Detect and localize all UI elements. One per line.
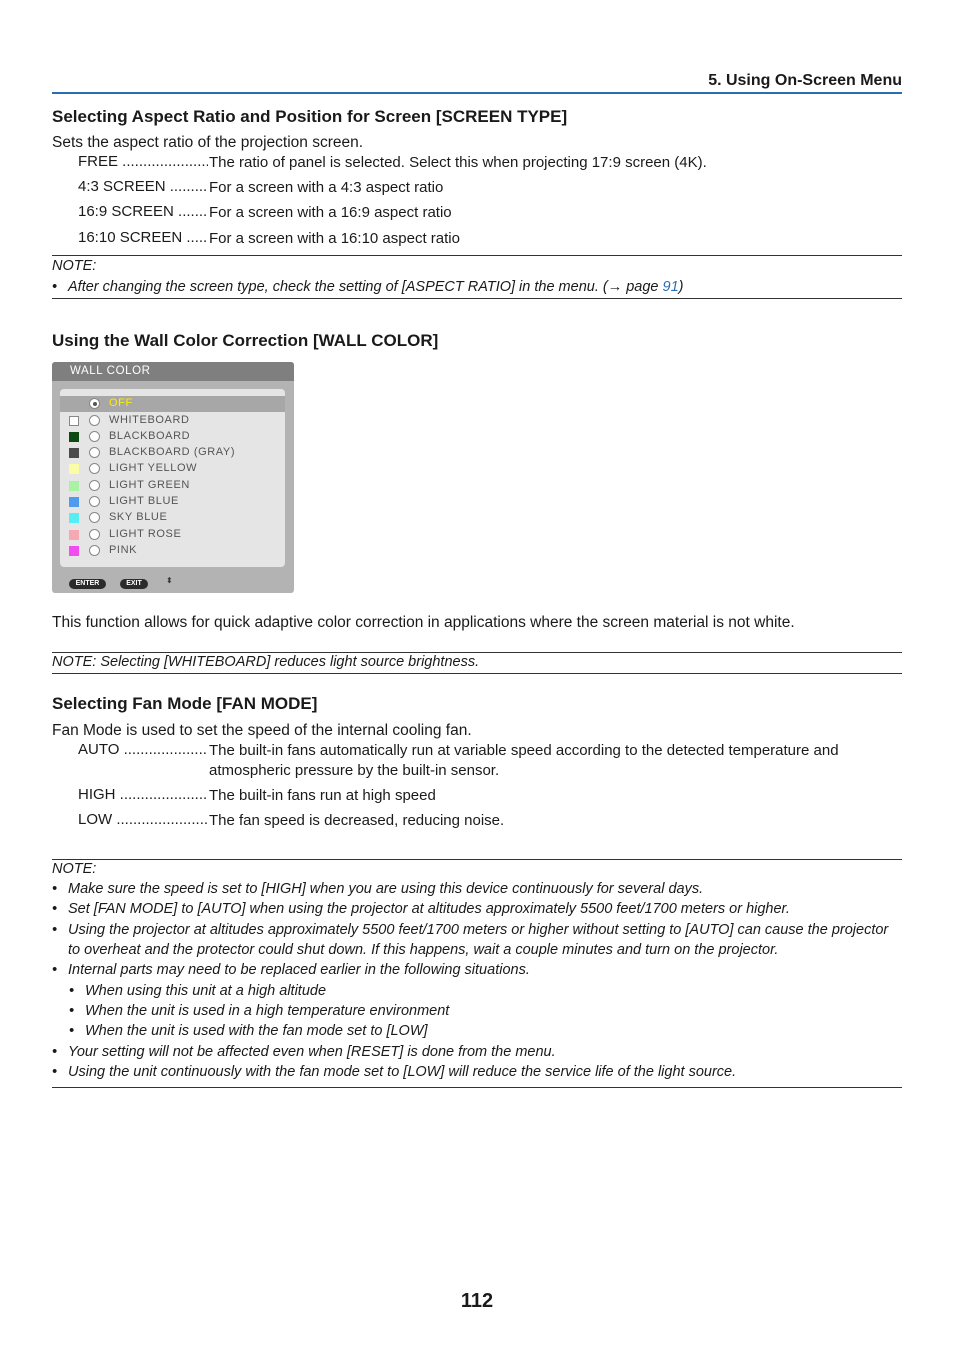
exit-button[interactable]: EXIT (120, 579, 148, 589)
menu-footer (52, 576, 294, 593)
radio-icon (89, 529, 100, 540)
description: The built-in fans automatically run at variable speed according to the detected temperature and atmospheric pressure by the built-in sensor. (209, 741, 902, 781)
note-item: • Using the unit continuously with the fan mode set to [LOW] will reduce the service life of the light source. (52, 1064, 737, 1080)
fan-mode-heading: Selecting Fan Mode [FAN MODE] (52, 694, 318, 713)
note-text: Your setting will not be affected even when [RESET] is done from the menu. (68, 1044, 556, 1060)
color-swatch-icon (69, 432, 79, 442)
color-swatch-icon (69, 530, 79, 540)
description: For a screen with a 16:10 aspect ratio (209, 229, 902, 249)
term: HIGH (78, 786, 116, 803)
menu-item-sky-blue[interactable] (60, 510, 285, 526)
wall-color-heading: Using the Wall Color Correction [WALL COLOR] (52, 331, 439, 350)
fan-mode-notes (52, 860, 902, 1088)
color-swatch-icon (69, 497, 79, 507)
color-swatch-icon (69, 546, 79, 556)
radio-icon (89, 463, 100, 474)
term: AUTO (78, 741, 120, 758)
note-text: When the unit is used with the fan mode set to [LOW] (85, 1023, 428, 1039)
description: For a screen with a 16:9 aspect ratio (209, 203, 902, 223)
description: The fan speed is decreased, reducing noise. (209, 811, 902, 831)
menu-item-blackboard-gray[interactable] (60, 445, 285, 461)
menu-item-label: BLACKBOARD (109, 430, 191, 442)
page-number: 112 (460, 1290, 494, 1312)
note-subitem: • When the unit is used with the fan mode set to [LOW] (69, 1023, 428, 1039)
note-label: NOTE: (52, 861, 97, 877)
note-item-continued: to overheat and the protector could shut down. If this happens, wait a couple minutes and turn on the projector. (68, 942, 779, 958)
note-text: After changing the screen type, check the setting of [ASPECT RATIO] in the menu. (→ page (68, 279, 663, 295)
note-text: Set [FAN MODE] to [AUTO] when using the projector at altitudes approximately 5500 feet/1700 meters or higher. (68, 901, 790, 917)
screen-type-note: • After changing the screen type, check the setting of [ASPECT RATIO] in the menu. (→ page 91) (52, 279, 684, 295)
note-rule-bottom (52, 1087, 902, 1088)
radio-selected-icon (89, 398, 100, 409)
note-item: • Your setting will not be affected even when [RESET] is done from the menu. (52, 1044, 556, 1060)
description: The ratio of panel is selected. Select this when projecting 17:9 screen (4K). (209, 153, 902, 173)
menu-item-label: WHITEBOARD (109, 414, 190, 426)
radio-icon (89, 480, 100, 491)
description: For a screen with a 4:3 aspect ratio (209, 178, 902, 198)
term: 4:3 SCREEN (78, 178, 166, 195)
up-down-icon: ⬍ (166, 576, 173, 585)
menu-title: WALL COLOR (52, 362, 294, 381)
menu-item-whiteboard[interactable] (60, 413, 285, 429)
note-item: • Using the projector at altitudes approximately 5500 feet/1700 meters or higher without setting to [AUTO] can cause the projector (52, 922, 889, 938)
radio-icon (89, 447, 100, 458)
screen-type-note-label: NOTE: (52, 258, 97, 274)
description: The built-in fans run at high speed (209, 786, 902, 806)
radio-icon (89, 496, 100, 507)
note-text: Using the unit continuously with the fan mode set to [LOW] will reduce the service life of the light source. (68, 1064, 737, 1080)
note-rule-top (52, 652, 902, 653)
section-title: 5. Using On-Screen Menu (708, 72, 902, 89)
radio-icon (89, 431, 100, 442)
menu-item-label: OFF (109, 397, 133, 409)
menu-item-light-blue[interactable] (60, 494, 285, 510)
note-subitem: • When using this unit at a high altitude (69, 983, 327, 999)
color-swatch-icon (69, 481, 79, 491)
fan-mode-intro: Fan Mode is used to set the speed of the internal cooling fan. (52, 722, 472, 739)
note-item: • Make sure the speed is set to [HIGH] when you are using this device continuously for several days. (52, 881, 704, 897)
menu-item-off[interactable] (60, 396, 285, 412)
note-text: When the unit is used in a high temperature environment (85, 1003, 450, 1019)
menu-item-label: SKY BLUE (109, 511, 168, 523)
page-link[interactable]: 91 (662, 279, 679, 295)
note-rule-top (52, 255, 902, 256)
radio-icon (89, 415, 100, 426)
menu-item-light-rose[interactable] (60, 527, 285, 543)
note-item: • Internal parts may need to be replaced earlier in the following situations. (52, 962, 530, 978)
term: 16:9 SCREEN (78, 203, 174, 220)
menu-item-label: LIGHT YELLOW (109, 462, 198, 474)
menu-item-pink[interactable] (60, 543, 285, 559)
color-swatch-icon (69, 464, 79, 474)
note-rule-bottom (52, 298, 902, 299)
term: 16:10 SCREEN (78, 229, 183, 246)
note-text: When using this unit at a high altitude (85, 983, 327, 999)
term: FREE (78, 153, 119, 170)
wall-color-description: This function allows for quick adaptive color correction in applications where the screen material is not white. (52, 614, 795, 631)
screen-type-intro: Sets the aspect ratio of the projection screen. (52, 134, 364, 151)
menu-panel (60, 389, 285, 567)
radio-icon (89, 512, 100, 523)
menu-item-blackboard[interactable] (60, 429, 285, 445)
header-rule (52, 92, 902, 94)
note-text: Using the projector at altitudes approximately 5500 feet/1700 meters or higher without setting to [AUTO] can cause the projector (68, 922, 889, 938)
wall-color-menu (52, 362, 294, 593)
enter-button[interactable]: ENTER (69, 579, 106, 589)
menu-item-label: BLACKBOARD (GRAY) (109, 446, 236, 458)
note-item: • Set [FAN MODE] to [AUTO] when using the projector at altitudes approximately 5500 feet/1700 meters or higher. (52, 901, 790, 917)
color-swatch-icon (69, 416, 79, 426)
term: LOW (78, 811, 113, 828)
wall-color-note: NOTE: Selecting [WHITEBOARD] reduces light source brightness. (52, 654, 480, 670)
note-rule-bottom (52, 673, 902, 674)
note-text: Internal parts may need to be replaced earlier in the following situations. (68, 962, 530, 978)
note-end: ) (678, 279, 684, 295)
note-text: Make sure the speed is set to [HIGH] when you are using this device continuously for several days. (68, 881, 704, 897)
menu-item-label: LIGHT GREEN (109, 479, 190, 491)
screen-type-heading: Selecting Aspect Ratio and Position for Screen [SCREEN TYPE] (52, 107, 568, 126)
note-subitem: • When the unit is used in a high temperature environment (69, 1003, 450, 1019)
color-swatch-icon (69, 513, 79, 523)
menu-item-label: PINK (109, 544, 138, 556)
menu-item-light-yellow[interactable] (60, 461, 285, 477)
menu-item-label: LIGHT BLUE (109, 495, 179, 507)
color-swatch-icon (69, 448, 79, 458)
radio-icon (89, 545, 100, 556)
menu-item-light-green[interactable] (60, 478, 285, 494)
menu-item-label: LIGHT ROSE (109, 528, 182, 540)
